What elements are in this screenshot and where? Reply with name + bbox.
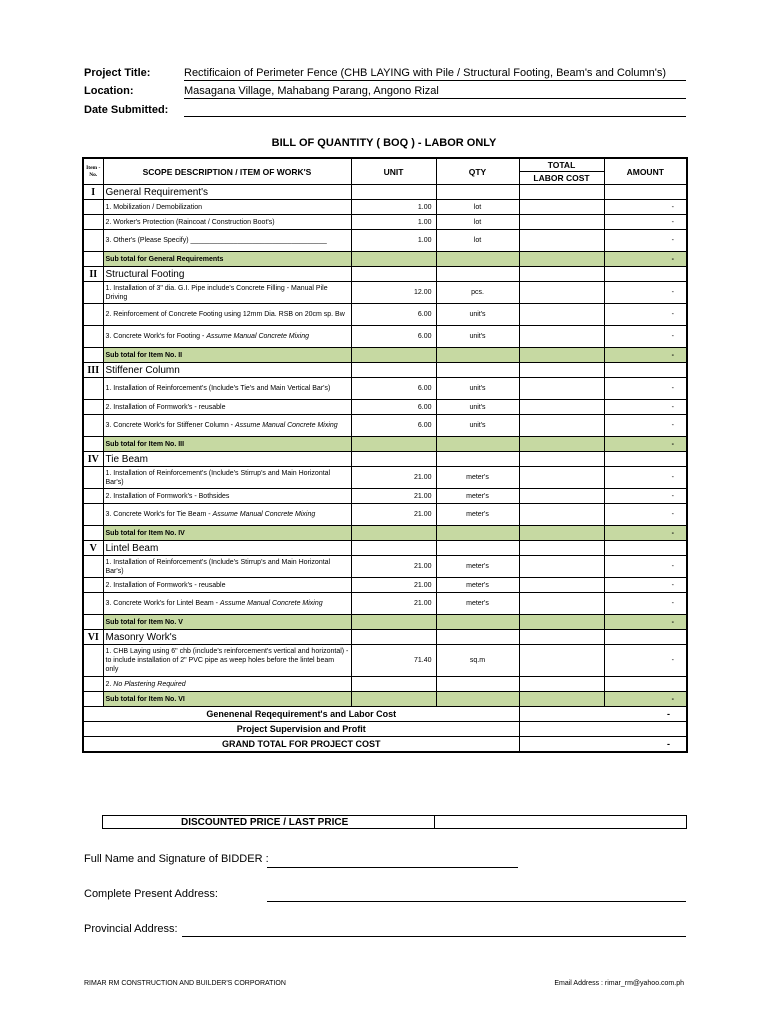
col-unit: UNIT	[351, 158, 436, 185]
empty-cell	[436, 363, 519, 378]
table-row	[83, 593, 687, 615]
item-labor-cost[interactable]	[519, 230, 604, 252]
item-amount: -	[604, 645, 687, 677]
section-header-row	[83, 630, 687, 645]
subtotal-amount: -	[604, 437, 687, 452]
empty-cell	[83, 415, 103, 437]
item-unit: 6.00	[351, 326, 436, 348]
item-description: 2. Installation of Formwork's - Bothsides	[105, 492, 230, 500]
item-qty: pcs.	[436, 282, 519, 304]
boq-body	[83, 185, 687, 707]
item-unit: 1.00	[351, 230, 436, 252]
empty-cell	[436, 541, 519, 556]
section-header-row	[83, 185, 687, 200]
item-unit: 21.00	[351, 593, 436, 615]
item-description: 1. Installation of Reinforcement's (Include's Stirrup's and Main Horizontal Bar's)	[105, 558, 331, 575]
subtotal-label: Sub total for Item No. IV	[103, 526, 351, 541]
item-amount: -	[604, 593, 687, 615]
col-amount: AMOUNT	[604, 158, 687, 185]
item-description-cell	[103, 593, 351, 615]
provincial-address-line[interactable]	[182, 935, 686, 937]
section-number: I	[83, 185, 103, 200]
table-row	[83, 378, 687, 400]
item-amount: -	[604, 282, 687, 304]
empty-cell	[351, 692, 436, 707]
empty-cell	[83, 400, 103, 415]
item-qty: unit's	[436, 304, 519, 326]
item-description: 1. Mobilization / Demobilization	[105, 203, 202, 211]
empty-cell	[519, 437, 604, 452]
item-description: 3. Concrete Work's for Tie Beam -	[105, 511, 213, 518]
item-description: 3. Concrete Work's for Stiffener Column -	[105, 422, 235, 429]
empty-cell	[436, 526, 519, 541]
empty-cell	[83, 304, 103, 326]
empty-cell	[351, 267, 436, 282]
empty-cell	[83, 677, 103, 692]
section-number: III	[83, 363, 103, 378]
discounted-price-label: DISCOUNTED PRICE / LAST PRICE	[103, 816, 435, 829]
item-qty: meter's	[436, 467, 519, 489]
empty-cell	[519, 252, 604, 267]
item-description: 2. Installation of Formwork's - reusable	[105, 581, 226, 589]
item-amount: -	[604, 304, 687, 326]
empty-cell	[83, 615, 103, 630]
item-qty: meter's	[436, 489, 519, 504]
subtotal-row	[83, 348, 687, 363]
item-labor-cost[interactable]	[519, 504, 604, 526]
section-header-row	[83, 267, 687, 282]
location-value: Masagana Village, Mahabang Parang, Angono Rizal	[184, 84, 686, 99]
item-description: 3. Concrete Work's for Footing -	[105, 333, 207, 340]
empty-cell	[83, 645, 103, 677]
item-labor-cost[interactable]	[519, 556, 604, 578]
item-qty: lot	[436, 230, 519, 252]
item-amount: -	[604, 326, 687, 348]
item-description-cell	[103, 326, 351, 348]
project-title-value: Rectificaion of Perimeter Fence (CHB LAYING with Pile / Structural Footing, Beam's and Column's)	[184, 66, 686, 81]
item-note: Assume Manual Concrete Mixing	[234, 422, 338, 429]
item-qty: meter's	[436, 556, 519, 578]
empty-cell	[519, 452, 604, 467]
subtotal-amount: -	[604, 348, 687, 363]
subtotal-label: Sub total for Item No. II	[103, 348, 351, 363]
section-number: IV	[83, 452, 103, 467]
date-submitted-value	[184, 102, 686, 117]
item-description-cell	[103, 215, 351, 230]
present-address-line[interactable]	[267, 900, 686, 902]
item-unit: 6.00	[351, 378, 436, 400]
section-header-row	[83, 452, 687, 467]
item-description: 1. Installation of 3" dia. G.I. Pipe include's Concrete Filling - Manual Pile Driving	[105, 284, 328, 301]
grand-total-amount: -	[519, 737, 687, 753]
empty-cell	[436, 267, 519, 282]
item-amount: -	[604, 230, 687, 252]
col-item-no: Item - No.	[83, 158, 103, 185]
section-header-row	[83, 363, 687, 378]
general-labor-amount: -	[519, 707, 687, 722]
empty-cell	[519, 615, 604, 630]
project-title-label: Project Title:	[84, 67, 151, 79]
item-labor-cost[interactable]	[519, 415, 604, 437]
section-number: II	[83, 267, 103, 282]
subtotal-label: Sub total for Item No. V	[103, 615, 351, 630]
empty-cell	[436, 437, 519, 452]
item-description: 2. Installation of Formwork's - reusable	[105, 403, 226, 411]
table-row	[83, 400, 687, 415]
item-description: 2. Worker's Protection (Raincoat / Construction Boot's)	[105, 218, 275, 226]
empty-cell	[83, 692, 103, 707]
item-note: Assume Manual Concrete Mixing	[206, 333, 310, 340]
section-title: Tie Beam	[103, 452, 351, 467]
table-row	[83, 282, 687, 304]
empty-cell	[351, 348, 436, 363]
section-title: Structural Footing	[103, 267, 351, 282]
item-description: 3. Other's (Please Specify) ___________________________________	[105, 237, 327, 244]
item-description-cell	[103, 578, 351, 593]
item-amount: -	[604, 215, 687, 230]
item-labor-cost[interactable]	[519, 593, 604, 615]
table-row	[83, 578, 687, 593]
table-row	[83, 645, 687, 677]
empty-cell	[83, 230, 103, 252]
empty-cell	[519, 692, 604, 707]
empty-cell	[83, 489, 103, 504]
item-amount: -	[604, 378, 687, 400]
item-description-cell	[103, 282, 351, 304]
empty-cell	[83, 526, 103, 541]
subtotal-amount: -	[604, 615, 687, 630]
empty-cell	[83, 200, 103, 215]
item-description-cell	[103, 489, 351, 504]
empty-cell	[83, 215, 103, 230]
item-labor-cost[interactable]	[519, 200, 604, 215]
item-description-cell	[103, 645, 351, 677]
item-qty: meter's	[436, 504, 519, 526]
subtotal-label: Sub total for General Requirements	[103, 252, 351, 267]
subtotal-row	[83, 526, 687, 541]
table-row	[83, 489, 687, 504]
empty-cell	[436, 185, 519, 200]
item-unit: 21.00	[351, 504, 436, 526]
item-labor-cost[interactable]	[519, 326, 604, 348]
section-header-row	[83, 541, 687, 556]
item-description-cell	[103, 378, 351, 400]
item-description: 1. CHB Laying using 6" chb (include's reinforcement's vertical and horizontal) - to include installation of 2" PVC pipe as weep holes before the lintel beam only	[105, 648, 349, 673]
empty-cell	[604, 452, 687, 467]
grand-total-label: GRAND TOTAL FOR PROJECT COST	[83, 737, 519, 753]
empty-cell	[604, 267, 687, 282]
item-description: 1. Installation of Reinforcement's (Include's Stirrup's and Main Horizontal Bar's)	[105, 469, 331, 486]
item-description-cell	[103, 504, 351, 526]
empty-cell	[351, 452, 436, 467]
item-unit: 6.00	[351, 304, 436, 326]
empty-cell	[83, 437, 103, 452]
bidder-label: Full Name and Signature of BIDDER :	[84, 853, 269, 865]
item-amount: -	[604, 504, 687, 526]
item-unit: 21.00	[351, 556, 436, 578]
empty-cell	[351, 541, 436, 556]
subtotal-amount: -	[604, 692, 687, 707]
item-description-cell	[103, 467, 351, 489]
empty-cell	[436, 615, 519, 630]
table-row	[83, 677, 687, 692]
item-labor-cost[interactable]	[519, 489, 604, 504]
item-unit: 1.00	[351, 215, 436, 230]
item-unit: 71.40	[351, 645, 436, 677]
empty-cell	[83, 378, 103, 400]
general-labor-label: Genenenal Reqequirement's and Labor Cost	[83, 707, 519, 722]
item-description-cell	[103, 556, 351, 578]
empty-cell	[519, 363, 604, 378]
item-unit: 21.00	[351, 467, 436, 489]
empty-cell	[351, 615, 436, 630]
item-description: 2. Reinforcement of Concrete Footing using 12mm Dia. RSB on 20cm sp. Bw	[105, 311, 345, 318]
empty-cell	[351, 526, 436, 541]
item-labor-cost[interactable]	[519, 282, 604, 304]
empty-cell	[519, 526, 604, 541]
empty-cell	[351, 185, 436, 200]
table-row	[83, 326, 687, 348]
subtotal-label: Sub total for Item No. III	[103, 437, 351, 452]
empty-cell	[604, 541, 687, 556]
table-row	[83, 304, 687, 326]
subtotal-row	[83, 437, 687, 452]
empty-cell	[83, 348, 103, 363]
table-row	[83, 415, 687, 437]
empty-cell	[519, 630, 604, 645]
table-row	[83, 556, 687, 578]
empty-cell	[83, 326, 103, 348]
item-unit: 6.00	[351, 415, 436, 437]
supervision-label: Project Supervision and Profit	[83, 722, 519, 737]
empty-cell	[351, 437, 436, 452]
company-name: RIMAR RM CONSTRUCTION AND BUILDER'S CORPORATION	[84, 980, 286, 987]
section-title: Stiffener Column	[103, 363, 351, 378]
table-row	[83, 230, 687, 252]
item-description-cell	[103, 400, 351, 415]
item-description-cell	[103, 304, 351, 326]
item-amount: -	[604, 489, 687, 504]
empty-cell	[83, 467, 103, 489]
table-row	[83, 215, 687, 230]
item-labor-cost[interactable]	[519, 677, 604, 692]
item-labor-cost[interactable]	[519, 304, 604, 326]
supervision-amount	[519, 722, 687, 737]
empty-cell	[519, 267, 604, 282]
provincial-address-label: Provincial Address:	[84, 923, 178, 935]
discounted-price-table	[102, 815, 687, 829]
empty-cell	[83, 556, 103, 578]
subtotal-row	[83, 252, 687, 267]
item-description-cell	[103, 677, 351, 692]
item-amount: -	[604, 556, 687, 578]
item-unit: 21.00	[351, 489, 436, 504]
empty-cell	[83, 504, 103, 526]
item-note: No Plastering Required	[113, 680, 186, 688]
empty-cell	[436, 630, 519, 645]
item-amount: -	[604, 578, 687, 593]
date-submitted-label: Date Submitted:	[84, 104, 169, 116]
subtotal-amount: -	[604, 526, 687, 541]
item-unit	[351, 677, 436, 692]
item-amount: -	[604, 400, 687, 415]
boq-title: BILL OF QUANTITY ( BOQ ) - LABOR ONLY	[271, 137, 497, 149]
item-qty: lot	[436, 215, 519, 230]
item-qty	[436, 677, 519, 692]
empty-cell	[83, 578, 103, 593]
item-unit: 1.00	[351, 200, 436, 215]
empty-cell	[351, 252, 436, 267]
item-labor-cost[interactable]	[519, 400, 604, 415]
item-note: Assume Manual Concrete Mixing	[212, 511, 316, 518]
item-labor-cost[interactable]	[519, 215, 604, 230]
item-qty: unit's	[436, 326, 519, 348]
col-total: TOTAL	[519, 158, 604, 172]
empty-cell	[604, 185, 687, 200]
item-amount	[604, 677, 687, 692]
section-number: VI	[83, 630, 103, 645]
empty-cell	[83, 252, 103, 267]
empty-cell	[519, 185, 604, 200]
empty-cell	[83, 282, 103, 304]
item-qty: unit's	[436, 378, 519, 400]
section-title: Masonry Work's	[103, 630, 351, 645]
item-qty: sq.m	[436, 645, 519, 677]
subtotal-row	[83, 692, 687, 707]
col-qty: QTY	[436, 158, 519, 185]
present-address-label: Complete Present Address:	[84, 888, 218, 900]
item-qty: unit's	[436, 400, 519, 415]
item-labor-cost[interactable]	[519, 645, 604, 677]
section-title: Lintel Beam	[103, 541, 351, 556]
empty-cell	[604, 630, 687, 645]
section-title: General Requirement's	[103, 185, 351, 200]
empty-cell	[519, 348, 604, 363]
table-row	[83, 504, 687, 526]
col-labor-cost: LABOR COST	[519, 172, 604, 185]
col-scope: SCOPE DESCRIPTION / ITEM OF WORK'S	[103, 158, 351, 185]
empty-cell	[604, 363, 687, 378]
item-description-cell	[103, 230, 351, 252]
boq-summary	[83, 707, 687, 753]
empty-cell	[351, 363, 436, 378]
item-amount: -	[604, 200, 687, 215]
item-amount: -	[604, 467, 687, 489]
empty-cell	[436, 452, 519, 467]
item-labor-cost[interactable]	[519, 467, 604, 489]
item-labor-cost[interactable]	[519, 378, 604, 400]
boq-table	[82, 157, 688, 753]
item-qty: unit's	[436, 415, 519, 437]
bidder-signature-line[interactable]	[267, 866, 518, 868]
subtotal-amount: -	[604, 252, 687, 267]
item-unit: 12.00	[351, 282, 436, 304]
item-description-cell	[103, 415, 351, 437]
empty-cell	[519, 541, 604, 556]
item-amount: -	[604, 415, 687, 437]
item-qty: meter's	[436, 578, 519, 593]
table-row	[83, 200, 687, 215]
item-description: 1. Installation of Reinforcement's (Include's Tie's and Main Vertical Bar's)	[105, 385, 331, 392]
table-row	[83, 467, 687, 489]
item-description-cell	[103, 200, 351, 215]
email-address: Email Address : rimar_rm@yahoo.com.ph	[554, 980, 684, 987]
section-number: V	[83, 541, 103, 556]
subtotal-row	[83, 615, 687, 630]
item-qty: meter's	[436, 593, 519, 615]
item-unit: 6.00	[351, 400, 436, 415]
item-description: 2.	[105, 680, 114, 688]
item-labor-cost[interactable]	[519, 578, 604, 593]
empty-cell	[436, 252, 519, 267]
item-description: 3. Concrete Work's for Lintel Beam -	[105, 600, 220, 607]
subtotal-label: Sub total for Item No. VI	[103, 692, 351, 707]
empty-cell	[351, 630, 436, 645]
item-unit: 21.00	[351, 578, 436, 593]
item-qty: lot	[436, 200, 519, 215]
discounted-price-value[interactable]	[435, 816, 687, 829]
empty-cell	[436, 348, 519, 363]
empty-cell	[83, 593, 103, 615]
location-label: Location:	[84, 85, 134, 97]
item-note: Assume Manual Concrete Mixing	[219, 600, 323, 607]
empty-cell	[436, 692, 519, 707]
